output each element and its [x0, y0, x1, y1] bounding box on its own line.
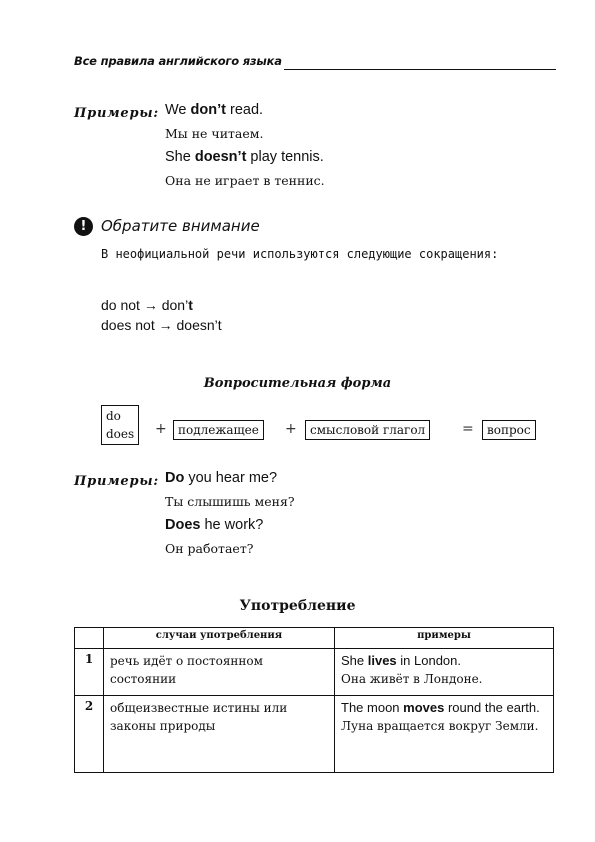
aux-do: do — [106, 409, 121, 423]
plus-sign: + — [155, 421, 167, 437]
example-en: She lives in London. — [341, 653, 462, 668]
row-number: 2 — [75, 696, 104, 773]
example-en: We don’t read. — [165, 102, 264, 118]
table-header-row — [75, 628, 554, 649]
exclamation-icon: ! — [74, 217, 93, 236]
example-ru: Он работает? — [165, 541, 254, 556]
table-row — [75, 696, 554, 773]
example-ru: Ты слышишь меня? — [165, 494, 295, 509]
equals-sign: = — [462, 421, 474, 437]
example-ru: Она живёт в Лондоне. — [341, 672, 483, 686]
table-header-cases: случаи употребления — [104, 628, 335, 649]
plus-sign: + — [285, 421, 297, 437]
usage-case: общеизвестные истины или законы природы — [104, 696, 335, 773]
section-title: Вопросительная форма — [203, 376, 392, 391]
example-ru: Она не играет в теннис. — [165, 173, 325, 188]
example-en: Do you hear me? — [165, 470, 278, 486]
usage-table — [74, 627, 554, 773]
example-ru: Луна вращается вокруг Земли. — [341, 719, 539, 733]
example-ru: Мы не читаем. — [165, 126, 264, 141]
main-verb-box: смысловой глагол — [305, 420, 430, 440]
aux-does: does — [106, 427, 135, 441]
auxiliary-box — [101, 405, 139, 445]
subject-box: подлежащее — [173, 420, 264, 440]
contraction-line: does not → doesn’t — [101, 317, 222, 333]
contraction-line: do not → don’t — [101, 297, 193, 313]
question-box: вопрос — [482, 420, 536, 440]
page-header — [74, 54, 556, 74]
examples-label: Примеры: — [74, 106, 159, 121]
usage-example — [335, 649, 554, 696]
usage-case: речь идёт о постоянном состоянии — [104, 649, 335, 696]
examples-label: Примеры: — [74, 474, 159, 489]
note-title: Обратите внимание — [101, 217, 260, 235]
example-en: Does he work? — [165, 517, 264, 533]
header-rule — [284, 69, 556, 70]
usage-example — [335, 696, 554, 773]
book-title: Все правила английского языка — [74, 54, 282, 68]
usage-title: Употребление — [239, 598, 356, 614]
example-en: The moon moves round the earth. — [341, 700, 540, 715]
note-text: В неофициальной речи используются следующие сокращения: — [101, 247, 499, 261]
table-row — [75, 649, 554, 696]
table-header-examples: примеры — [335, 628, 554, 649]
row-number: 1 — [75, 649, 104, 696]
table-header-num — [75, 628, 104, 649]
example-en: She doesn’t play tennis. — [165, 149, 324, 165]
